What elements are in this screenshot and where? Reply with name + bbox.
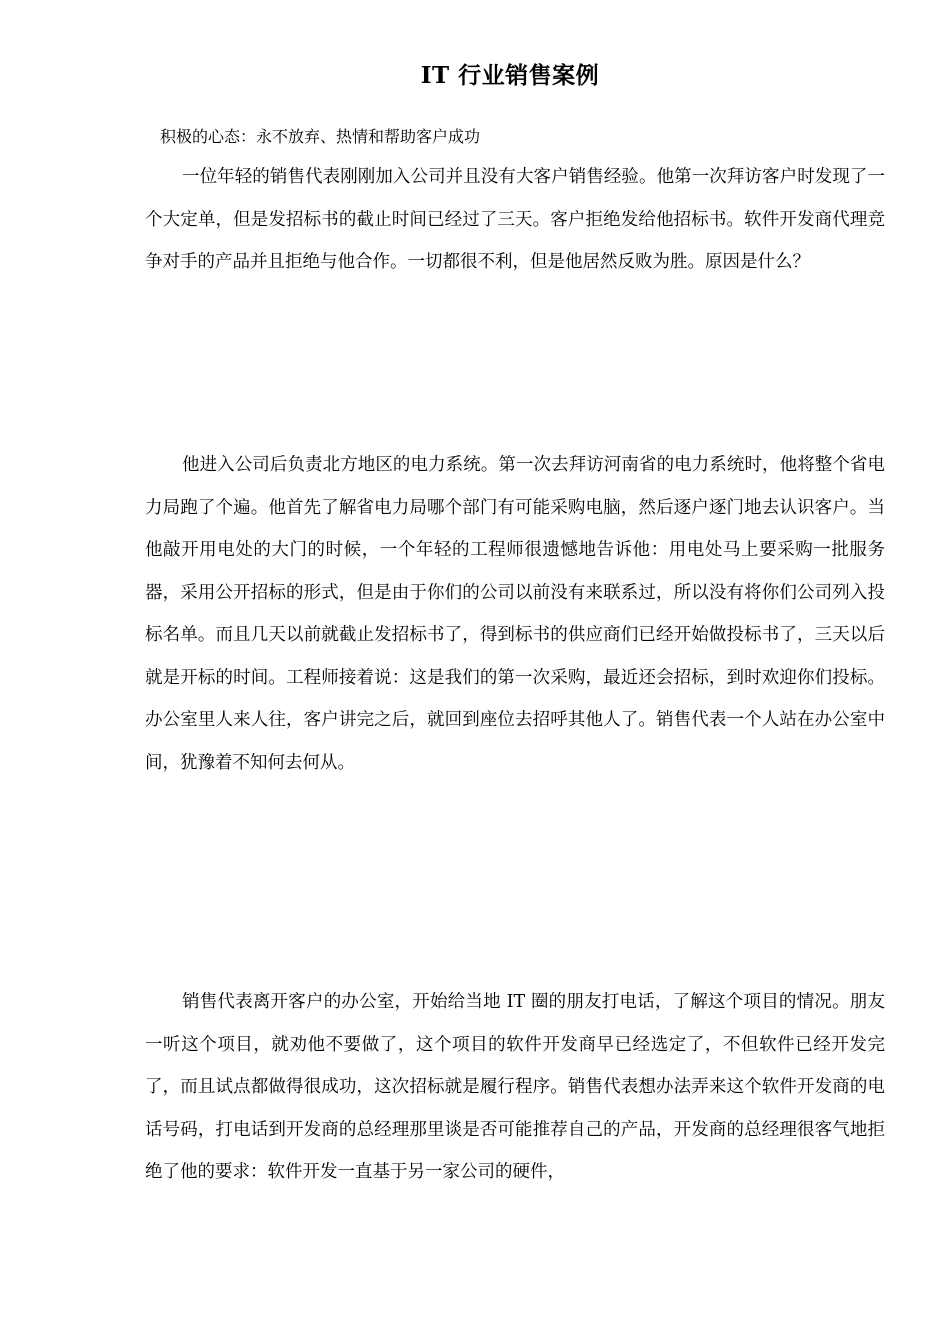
paragraph-intro: 一位年轻的销售代表刚刚加入公司并且没有大客户销售经验。他第一次拜访客户时发现了一个大定单，但是发招标书的截止时间已经过了三天。客户拒绝发给他招标书。软件开发商代理竞争对手的产品并且拒绝与他合作。一切都很不利，但是他居然反败为胜。原因是什么？ (145, 167, 885, 272)
document-title: IT 行业销售案例 (420, 62, 600, 89)
paragraph-followup: 销售代表离开客户的办公室，开始给当地 IT 圈的朋友打电话，了解这个项目的情况。朋友一听这个项目，就劝他不要做了，这个项目的软件开发商早已经选定了，不但软件已经开发完了，而且试点都做得很成功，这次招标就是履行程序。销售代表想办法弄来这个软件开发商的电话号码，打电话到开发商的总经理那里谈是否可能推荐自己的产品，开发商的总经理很客气地拒绝了他的要求：软件开发一直基于另一家公司的硬件， (145, 992, 885, 1182)
paragraph-first-visit: 他进入公司后负责北方地区的电力系统。第一次去拜访河南省的电力系统时，他将整个省电力局跑了个遍。他首先了解省电力局哪个部门有可能采购电脑，然后逐户逐门地去认识客户。当他敲开用电处的大门的时候，一个年轻的工程师很遗憾地告诉他：用电处马上要采购一批服务器，采用公开招标的形式，但是由于你们的公司以前没有来联系过，所以没有将你们公司列入投标名单。而且几天以前就截止发招标书了，得到标书的供应商们已经开始做投标书了，三天以后就是开标的时间。工程师接着说：这是我们的第一次采购，最近还会招标，到时欢迎你们投标。办公室里人来人往，客户讲完之后，就回到座位去招呼其他人了。销售代表一个人站在办公室中间，犹豫着不知何去何从。 (145, 455, 885, 773)
document-subtitle: 积极的心态：永不放弃、热情和帮助客户成功 (160, 127, 481, 146)
